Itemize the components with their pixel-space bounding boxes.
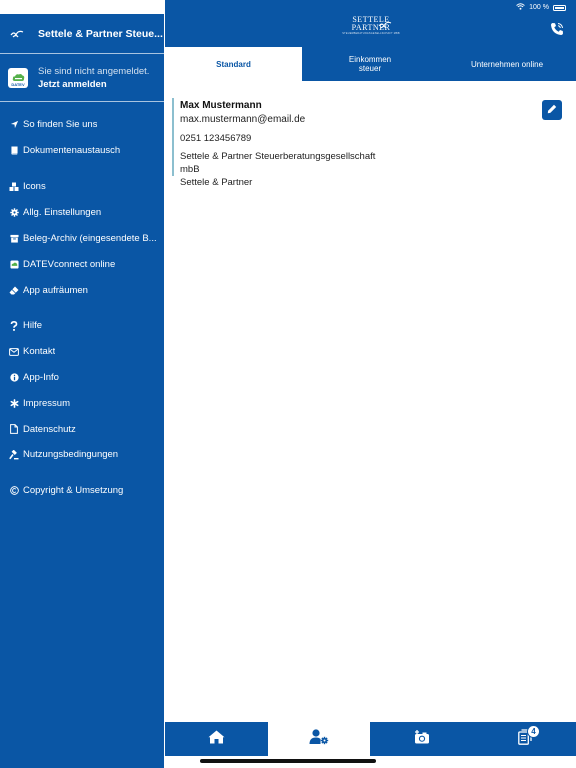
contact-company: Settele & Partner Steuerberatungsgesellschaft mbB	[180, 151, 376, 175]
contact-name: Max Mustermann	[180, 100, 262, 111]
brand-line-3: STEUERBERATUNGSGESELLSCHAFT MBB	[342, 32, 400, 35]
contact-card	[172, 98, 392, 188]
sidebar-item-label: So finden Sie uns	[23, 119, 98, 131]
battery-percent: 100 %	[529, 4, 549, 11]
sidebar-item-label: Datenschutz	[23, 423, 76, 435]
copyright-icon	[9, 486, 19, 496]
login-status-text: Sie sind nicht angemeldet.	[38, 65, 150, 77]
sidebar-item-label: Copyright & Umsetzung	[23, 485, 124, 497]
sidebar-item-app-info[interactable]	[0, 365, 164, 391]
tab-bar	[165, 47, 576, 81]
datev-logo-icon	[8, 68, 28, 88]
contact-phone: 0251 123456789	[180, 133, 252, 144]
wifi-icon	[516, 3, 525, 12]
edit-contact-button[interactable]	[542, 100, 562, 120]
nav-camera-upload-button[interactable]	[370, 722, 473, 756]
tab-business-online[interactable]: Unternehmen online	[470, 59, 544, 69]
bottom-nav	[165, 722, 576, 756]
sidebar-item-label: Kontakt	[23, 346, 56, 358]
sidebar-item-help[interactable]	[0, 313, 164, 339]
menu-group-settings	[0, 174, 164, 303]
brand-line-1: SETTELE	[352, 15, 390, 24]
menu-group-location	[0, 112, 164, 164]
sidebar-item-contact[interactable]	[0, 339, 164, 365]
brand-line-2: PARTNER	[351, 23, 391, 32]
sidebar-item-location[interactable]	[0, 112, 164, 138]
sidebar-item-label: App-Info	[23, 371, 59, 383]
sidebar-item-label: App aufräumen	[23, 284, 88, 296]
sidebar-header[interactable]	[0, 14, 164, 54]
sidebar-item-receipt-archive[interactable]	[0, 226, 164, 252]
archive-icon	[9, 233, 19, 243]
brand-bird-icon	[378, 16, 392, 34]
contact-email: max.mustermann@email.de	[180, 114, 306, 125]
asterisk-icon	[9, 398, 19, 408]
main-content	[165, 0, 576, 768]
top-bar	[165, 0, 576, 47]
tab-label: Einkommen steuer	[348, 55, 392, 73]
tab-standard[interactable]: Standard	[165, 47, 302, 81]
file-icon	[9, 424, 19, 434]
status-bar-right	[516, 3, 566, 12]
sidebar-item-label: Icons	[23, 181, 46, 193]
nav-home-button[interactable]	[165, 722, 268, 756]
camera-plus-icon	[414, 730, 430, 749]
battery-icon	[553, 5, 566, 11]
documents-badge: 4	[527, 725, 540, 738]
sidebar-item-label: Hilfe	[23, 320, 43, 332]
home-indicator[interactable]	[200, 759, 376, 763]
sidebar-item-datevconnect[interactable]	[0, 251, 164, 277]
sidebar-item-privacy[interactable]	[0, 416, 164, 442]
question-icon	[9, 321, 19, 331]
sidebar-item-documents[interactable]	[0, 138, 164, 164]
cubes-icon	[9, 182, 19, 192]
sidebar-item-label: Impressum	[23, 397, 70, 409]
user-gear-icon	[309, 729, 329, 750]
book-icon	[9, 146, 19, 156]
login-link[interactable]: Jetzt anmelden	[38, 78, 107, 90]
menu-group-copyright	[0, 478, 164, 504]
sidebar-item-label: Dokumentenaustausch	[23, 145, 121, 157]
sidebar-item-label: Beleg-Archiv (eingesendete B...	[23, 232, 157, 244]
pencil-icon	[547, 101, 557, 119]
datev-icon	[9, 259, 19, 269]
envelope-icon	[9, 347, 19, 357]
tab-income-tax[interactable]	[302, 47, 438, 81]
sidebar-item-label: Allg. Einstellungen	[23, 207, 102, 219]
brand-logo	[341, 16, 401, 36]
datev-label: DATEV	[11, 81, 25, 87]
gavel-icon	[9, 450, 19, 460]
phone-call-icon[interactable]	[550, 22, 564, 36]
login-prompt[interactable]	[0, 54, 164, 102]
location-arrow-icon	[9, 120, 19, 130]
nav-contact-settings-button[interactable]	[268, 722, 370, 756]
sidebar-title: Settele & Partner Steue...	[38, 27, 163, 40]
nav-documents-button[interactable]	[473, 722, 576, 756]
sidebar-item-label: DATEVconnect online	[23, 258, 116, 270]
sidebar-item-cleanup[interactable]	[0, 277, 164, 303]
menu-group-info	[0, 313, 164, 468]
sidebar-item-icons[interactable]	[0, 174, 164, 200]
bird-logo-icon	[10, 26, 26, 42]
sidebar-item-general-settings[interactable]	[0, 200, 164, 226]
contact-company-short: Settele & Partner	[180, 177, 253, 188]
status-bar-left	[0, 0, 164, 14]
gear-icon	[9, 208, 19, 218]
info-icon	[9, 372, 19, 382]
home-icon	[208, 730, 225, 749]
sidebar-item-imprint[interactable]	[0, 390, 164, 416]
sidebar-item-label: Nutzungsbedingungen	[23, 449, 119, 461]
eraser-icon	[9, 285, 19, 295]
sidebar-item-copyright[interactable]	[0, 478, 164, 504]
sidebar-item-terms[interactable]	[0, 442, 164, 468]
sidebar	[0, 0, 164, 768]
